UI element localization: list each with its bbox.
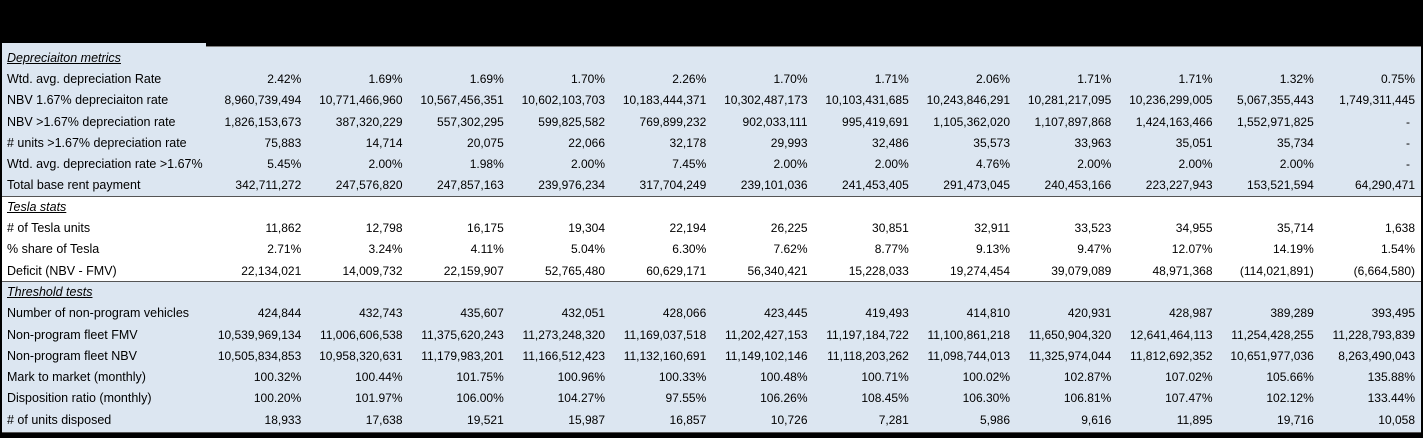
row-label-cell[interactable]: NBV 1.67% depreciaiton rate <box>7 93 169 108</box>
value-cell[interactable]: 317,704,249 <box>639 178 707 193</box>
section-title[interactable]: Threshold tests <box>7 284 93 299</box>
value-cell[interactable]: 5.45% <box>267 157 302 172</box>
table-row <box>2 175 1421 196</box>
value-cell[interactable]: 1,424,163,466 <box>1135 114 1213 129</box>
value-cell[interactable]: 1.70% <box>570 71 605 86</box>
value-cell[interactable]: 106.26% <box>760 391 808 406</box>
value-cell[interactable]: 101.97% <box>355 391 403 406</box>
value-cell[interactable]: 428,987 <box>1169 306 1213 321</box>
value-cell[interactable]: 3.24% <box>368 242 403 257</box>
table-row <box>2 90 1421 111</box>
table-section <box>2 281 1421 433</box>
value-cell[interactable]: 35,573 <box>973 135 1010 150</box>
row-label-cell[interactable]: Deficit (NBV - FMV) <box>7 263 117 278</box>
value-cell[interactable]: 11,812,692,352 <box>1129 348 1213 363</box>
value-cell[interactable]: 39,079,089 <box>1051 263 1112 278</box>
value-cell[interactable]: 599,825,582 <box>538 114 605 129</box>
value-cell[interactable]: 2.26% <box>672 71 707 86</box>
value-cell[interactable]: 2.71% <box>267 242 302 257</box>
table-row <box>2 409 1421 430</box>
table-row <box>2 303 1421 324</box>
value-cell[interactable]: 11,098,744,013 <box>927 348 1010 363</box>
value-cell[interactable]: 4.11% <box>470 242 504 257</box>
value-cell[interactable]: 4.76% <box>975 157 1010 172</box>
value-cell[interactable]: 393,495 <box>1371 306 1415 321</box>
value-cell[interactable]: 11,228,793,839 <box>1332 327 1415 342</box>
value-cell[interactable]: 8,263,490,043 <box>1338 348 1415 363</box>
value-cell[interactable]: 22,066 <box>568 135 605 150</box>
value-cell[interactable]: 22,134,021 <box>241 263 302 278</box>
value-cell[interactable]: 1,107,897,868 <box>1034 114 1112 129</box>
value-cell[interactable]: 11,169,037,518 <box>623 327 707 342</box>
value-cell[interactable]: 239,976,234 <box>538 178 605 193</box>
value-cell[interactable]: 995,419,691 <box>842 114 909 129</box>
table-row <box>2 132 1421 153</box>
table-row <box>2 345 1421 366</box>
label-column-header-cell <box>2 43 206 47</box>
value-cell[interactable]: 10,505,834,853 <box>217 348 302 363</box>
row-label-cell[interactable]: Disposition ratio (monthly) <box>7 391 152 406</box>
value-cell[interactable]: 389,289 <box>1270 306 1314 321</box>
value-cell[interactable]: - <box>1406 135 1410 150</box>
value-cell[interactable]: 19,716 <box>1277 412 1314 427</box>
value-cell[interactable]: 106.81% <box>1063 391 1112 406</box>
value-cell[interactable]: 240,453,166 <box>1044 178 1112 193</box>
value-cell[interactable]: 7,281 <box>878 412 909 427</box>
value-cell[interactable]: 14,714 <box>365 135 403 150</box>
table-row <box>2 68 1421 89</box>
value-cell[interactable]: 10,236,299,005 <box>1129 93 1213 108</box>
value-cell[interactable]: 33,523 <box>1074 221 1112 236</box>
value-cell[interactable]: 10,243,846,291 <box>926 93 1010 108</box>
value-cell[interactable]: 10,602,103,703 <box>521 93 605 108</box>
value-cell[interactable]: 10,058 <box>1378 412 1415 427</box>
value-cell[interactable]: 557,302,295 <box>437 114 504 129</box>
value-cell[interactable]: 2.00% <box>1279 157 1314 172</box>
value-cell[interactable]: 107.47% <box>1165 391 1213 406</box>
value-cell[interactable]: 423,445 <box>764 306 808 321</box>
value-cell[interactable]: 12.07% <box>1171 242 1213 257</box>
value-cell[interactable]: 12,798 <box>365 221 403 236</box>
value-cell[interactable]: 8.77% <box>874 242 909 257</box>
value-cell[interactable]: 7.45% <box>672 157 707 172</box>
value-cell[interactable]: 100.96% <box>557 370 605 385</box>
value-cell[interactable]: 0.75% <box>1380 71 1415 86</box>
value-cell[interactable]: 420,931 <box>1067 306 1112 321</box>
value-cell[interactable]: 5,986 <box>979 412 1010 427</box>
value-cell[interactable]: 107.02% <box>1165 370 1213 385</box>
row-label-cell[interactable]: % share of Tesla <box>7 242 100 257</box>
value-cell[interactable]: 48,971,368 <box>1152 263 1213 278</box>
value-cell[interactable]: 11,254,428,255 <box>1231 327 1314 342</box>
value-cell[interactable]: 11,100,861,218 <box>927 327 1010 342</box>
value-cell[interactable]: 32,911 <box>974 221 1010 236</box>
value-cell[interactable]: 10,771,466,960 <box>319 93 403 108</box>
section-header-row <box>2 281 1421 302</box>
row-label-cell[interactable]: Non-program fleet NBV <box>7 348 137 363</box>
row-label-cell[interactable]: # of Tesla units <box>7 221 91 236</box>
row-label-cell[interactable]: Mark to market (monthly) <box>7 370 146 385</box>
table-section <box>2 196 1421 281</box>
value-cell[interactable]: 9,616 <box>1081 412 1112 427</box>
value-cell[interactable]: 106.30% <box>962 391 1010 406</box>
value-cell[interactable]: 35,714 <box>1277 221 1314 236</box>
value-cell[interactable]: 16,857 <box>669 412 707 427</box>
value-cell[interactable]: 20,075 <box>467 135 504 150</box>
value-cell[interactable]: 2.00% <box>1077 157 1112 172</box>
row-label-cell[interactable]: Wtd. avg. depreciation Rate <box>7 71 162 86</box>
value-cell[interactable]: 10,302,487,173 <box>724 93 808 108</box>
value-cell[interactable]: 100.33% <box>658 370 707 385</box>
value-cell[interactable]: 105.66% <box>1266 370 1314 385</box>
table-row <box>2 324 1421 345</box>
value-cell[interactable]: 424,844 <box>257 306 302 321</box>
value-cell[interactable]: 100.48% <box>760 370 808 385</box>
value-cell[interactable]: 10,567,456,351 <box>420 93 504 108</box>
value-cell[interactable]: 2.00% <box>368 157 403 172</box>
value-cell[interactable]: 239,101,036 <box>740 178 808 193</box>
value-cell[interactable]: 104.27% <box>557 391 605 406</box>
value-cell[interactable]: 1,638 <box>1384 221 1415 236</box>
value-cell[interactable]: 8,960,739,494 <box>224 93 302 108</box>
value-cell[interactable]: 10,539,969,134 <box>217 327 302 342</box>
value-cell[interactable]: 2.00% <box>773 157 808 172</box>
value-cell[interactable]: - <box>1406 114 1410 129</box>
value-cell[interactable]: 56,340,421 <box>747 263 808 278</box>
row-label-cell[interactable]: # units >1.67% depreciation rate <box>7 135 187 150</box>
value-cell[interactable]: 100.71% <box>861 370 909 385</box>
value-cell[interactable]: 9.47% <box>1077 242 1112 257</box>
value-cell[interactable]: 2.00% <box>1178 157 1213 172</box>
value-cell[interactable]: 108.45% <box>861 391 909 406</box>
table-row <box>2 388 1421 409</box>
row-label-cell[interactable]: Wtd. avg. depreciation rate >1.67% <box>7 157 203 172</box>
value-cell[interactable]: 1.71% <box>1178 71 1213 86</box>
value-cell[interactable]: 32,178 <box>669 135 707 150</box>
value-cell[interactable]: 387,320,229 <box>335 114 403 129</box>
value-cell[interactable]: 101.75% <box>456 370 504 385</box>
value-cell[interactable]: 17,638 <box>365 412 403 427</box>
value-cell[interactable]: 106.00% <box>456 391 504 406</box>
table-row <box>2 260 1421 281</box>
value-cell[interactable]: 11,149,102,146 <box>724 348 808 363</box>
value-cell[interactable]: 432,743 <box>359 306 403 321</box>
section-title[interactable]: Tesla stats <box>7 199 67 214</box>
value-cell[interactable]: 1,105,362,020 <box>933 114 1010 129</box>
value-cell[interactable]: 1.70% <box>773 71 808 86</box>
value-cell[interactable]: 15,987 <box>568 412 605 427</box>
value-cell[interactable]: 1.71% <box>874 71 909 86</box>
row-label-cell[interactable]: # of units disposed <box>7 412 112 427</box>
value-cell[interactable]: 11,118,203,262 <box>827 348 909 363</box>
value-cell[interactable]: 100.32% <box>253 370 302 385</box>
row-label-cell[interactable]: Non-program fleet FMV <box>7 327 138 342</box>
value-cell[interactable]: 29,993 <box>770 135 808 150</box>
value-cell[interactable]: 11,006,606,538 <box>319 327 403 342</box>
value-cell[interactable]: 10,103,431,685 <box>825 93 909 108</box>
value-cell[interactable]: 11,325,974,044 <box>1028 348 1112 363</box>
value-cell[interactable]: 32,486 <box>872 135 909 150</box>
row-label-cell[interactable]: Total base rent payment <box>7 178 141 193</box>
value-cell[interactable]: 9.13% <box>975 242 1010 257</box>
value-cell[interactable]: 22,194 <box>669 221 707 236</box>
value-cell[interactable]: 1,826,153,673 <box>224 114 302 129</box>
value-cell[interactable]: 2.42% <box>267 71 302 86</box>
row-label-cell[interactable]: NBV >1.67% depreciation rate <box>7 114 176 129</box>
value-cell[interactable]: 223,227,943 <box>1145 178 1213 193</box>
value-cell[interactable]: 19,274,454 <box>949 263 1010 278</box>
value-cell[interactable]: 342,711,272 <box>235 178 302 193</box>
value-cell[interactable]: 11,862 <box>265 221 302 236</box>
value-cell[interactable]: 1.71% <box>1077 71 1112 86</box>
row-label-cell[interactable]: Number of non-program vehicles <box>7 306 190 321</box>
value-cell[interactable]: 2.00% <box>874 157 909 172</box>
redacted-header-band <box>0 0 1423 43</box>
value-cell[interactable]: 11,202,427,153 <box>724 327 808 342</box>
value-cell[interactable]: 30,851 <box>872 221 909 236</box>
value-cell[interactable]: 1.32% <box>1279 71 1314 86</box>
value-cell[interactable]: 11,132,160,691 <box>623 348 707 363</box>
value-cell[interactable]: 2.06% <box>975 71 1010 86</box>
value-cell[interactable]: 11,197,184,722 <box>826 327 909 342</box>
value-cell[interactable]: 11,650,904,320 <box>1028 327 1112 342</box>
value-cell[interactable]: 102.12% <box>1266 391 1314 406</box>
value-cell[interactable]: 97.55% <box>665 391 707 406</box>
value-cell[interactable]: 35,051 <box>1175 135 1213 150</box>
value-cell[interactable]: 11,166,512,423 <box>522 348 605 363</box>
value-cell[interactable]: 10,651,977,036 <box>1230 348 1314 363</box>
value-cell[interactable]: 11,273,248,320 <box>522 327 605 342</box>
value-cell[interactable]: 100.44% <box>355 370 403 385</box>
table-section <box>2 47 1421 196</box>
section-header-row <box>2 196 1421 217</box>
value-cell[interactable]: (114,021,891) <box>1239 263 1314 278</box>
value-cell[interactable]: 153,521,594 <box>1247 178 1314 193</box>
redacted-column-headers <box>206 43 1421 47</box>
value-cell[interactable]: 1.98% <box>469 157 504 172</box>
table-row <box>2 153 1421 174</box>
value-cell[interactable]: 432,051 <box>561 306 605 321</box>
value-cell[interactable]: 1,552,971,825 <box>1237 114 1314 129</box>
value-cell[interactable]: 11,895 <box>1176 412 1213 427</box>
table-row <box>2 111 1421 132</box>
value-cell[interactable]: - <box>1406 157 1410 172</box>
value-cell[interactable]: 5,067,355,443 <box>1237 93 1314 108</box>
value-cell[interactable]: 19,521 <box>467 412 504 427</box>
value-cell[interactable]: 52,765,480 <box>544 263 605 278</box>
table-row <box>2 366 1421 387</box>
value-cell[interactable]: 6.30% <box>672 242 707 257</box>
value-cell[interactable]: 247,857,163 <box>437 178 504 193</box>
value-cell[interactable]: 10,183,444,371 <box>622 93 707 108</box>
value-cell[interactable]: 16,175 <box>467 221 504 236</box>
value-cell[interactable]: 435,607 <box>460 306 504 321</box>
value-cell[interactable]: 34,955 <box>1175 221 1213 236</box>
value-cell[interactable]: (6,664,580) <box>1353 263 1415 278</box>
value-cell[interactable]: 291,473,045 <box>943 178 1010 193</box>
value-cell[interactable]: 18,933 <box>264 412 302 427</box>
table-row <box>2 217 1421 238</box>
value-cell[interactable]: 902,033,111 <box>742 114 808 129</box>
column-header-strip <box>2 43 1421 47</box>
value-cell[interactable]: 11,179,983,201 <box>421 348 504 363</box>
value-cell[interactable]: 1.54% <box>1380 242 1415 257</box>
value-cell[interactable]: 7.62% <box>773 242 808 257</box>
value-cell[interactable]: 428,066 <box>662 306 707 321</box>
value-cell[interactable]: 10,281,217,095 <box>1027 93 1112 108</box>
section-title[interactable]: Depreciaiton metrics <box>7 50 121 65</box>
value-cell[interactable]: 241,453,405 <box>842 178 909 193</box>
table-row <box>2 239 1421 260</box>
value-cell[interactable]: 419,493 <box>865 306 909 321</box>
section-header-row <box>2 47 1421 68</box>
value-cell[interactable]: 100.02% <box>962 370 1010 385</box>
value-cell[interactable]: 135.88% <box>1367 370 1415 385</box>
value-cell[interactable]: 14,009,732 <box>342 263 403 278</box>
value-cell[interactable]: 247,576,820 <box>335 178 403 193</box>
value-cell[interactable]: 26,225 <box>770 221 808 236</box>
value-cell[interactable]: 2.00% <box>570 157 605 172</box>
value-cell[interactable]: 33,963 <box>1074 135 1112 150</box>
value-cell[interactable]: 10,726 <box>770 412 808 427</box>
value-cell[interactable]: 10,958,320,631 <box>319 348 403 363</box>
value-cell[interactable]: 60,629,171 <box>646 263 707 278</box>
table-body <box>2 47 1421 433</box>
value-cell[interactable]: 15,228,033 <box>848 263 909 278</box>
value-cell[interactable]: 11,375,620,243 <box>421 327 504 342</box>
value-cell[interactable]: 35,734 <box>1277 135 1314 150</box>
value-cell[interactable]: 12,641,464,113 <box>1129 327 1213 342</box>
value-cell[interactable]: 133.44% <box>1367 391 1415 406</box>
value-cell[interactable]: 22,159,907 <box>443 263 504 278</box>
value-cell[interactable]: 5.04% <box>570 242 605 257</box>
value-cell[interactable]: 102.87% <box>1063 370 1112 385</box>
metrics-table <box>0 43 1423 438</box>
value-cell[interactable]: 14.19% <box>1273 242 1314 257</box>
value-cell[interactable]: 100.20% <box>253 391 302 406</box>
value-cell[interactable]: 19,304 <box>568 221 605 236</box>
value-cell[interactable]: 414,810 <box>966 306 1010 321</box>
value-cell[interactable]: 1,749,311,445 <box>1339 93 1415 108</box>
value-cell[interactable]: 75,883 <box>264 135 302 150</box>
value-cell[interactable]: 1.69% <box>469 71 504 86</box>
value-cell[interactable]: 769,899,232 <box>639 114 707 129</box>
value-cell[interactable]: 64,290,471 <box>1354 178 1415 193</box>
value-cell[interactable]: 1.69% <box>368 71 403 86</box>
